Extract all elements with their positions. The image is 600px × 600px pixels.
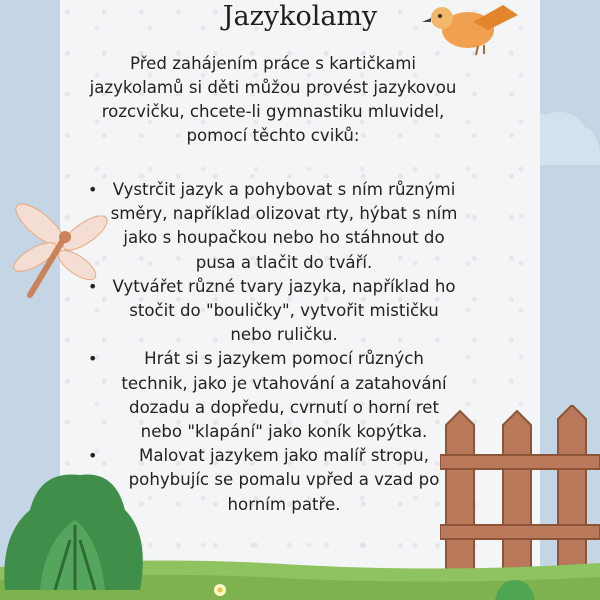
list-item	[88, 178, 458, 275]
exercise-text: Malovat jazykem jako malíř stropu, pohybujíc se pomalu vpřed a vzad po horním patře.	[128, 446, 440, 514]
bullet-icon: •	[88, 180, 98, 199]
exercise-text: Vystrčit jazyk a pohybovat s ním různými směry, například olizovat rty, hýbat s ním jako s houpačkou nebo ho stáhnout do pusa a tlačit do tváří.	[110, 180, 458, 272]
page-title: Jazykolamy	[222, 1, 378, 32]
bullet-icon: •	[88, 446, 98, 466]
bullet-icon: •	[88, 276, 98, 296]
exercise-list	[88, 178, 458, 517]
exercise-text: Hrát si s jazykem pomocí různých technik, jako je vtahování a zatahování dozadu a dopředu, cvrnutí o horní ret nebo "klapání" jako koník kopýtka.	[121, 349, 447, 442]
bullet-icon: •	[88, 349, 98, 369]
flower-illustration	[205, 580, 235, 600]
exercise-text: Vytvářet různé tvary jazyka, například ho stočit do "bouličky", vytvořit mističku nebo ruličku.	[112, 276, 456, 345]
list-item	[88, 347, 458, 444]
intro-paragraph: Před zahájením práce s kartičkami jazykolamů si děti můžou provést jazykovou rozcvičku, chcete-li gymnastiku mluvidel, pomocí těchto cviků:	[89, 54, 457, 145]
list-item	[88, 275, 458, 348]
list-item	[88, 444, 458, 517]
flower-illustration	[490, 575, 540, 600]
